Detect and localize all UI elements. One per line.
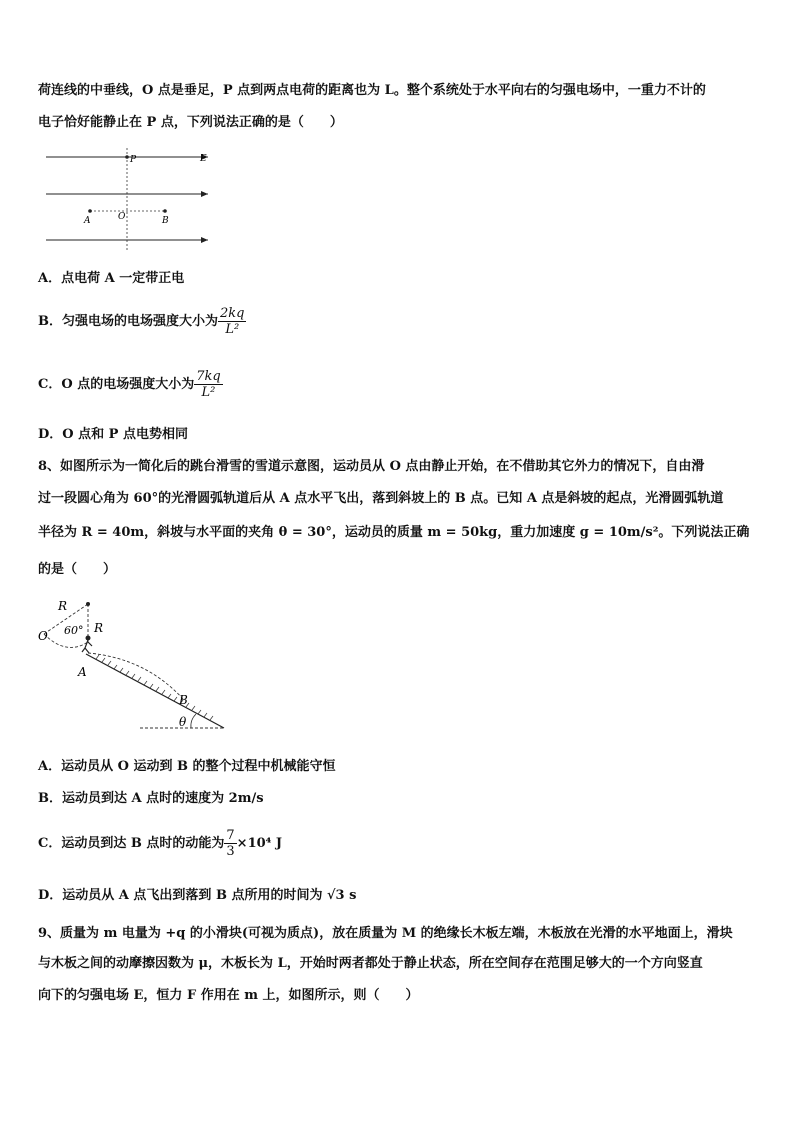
arc-center xyxy=(86,602,90,606)
label-p: P xyxy=(130,155,137,165)
q7-option-a: A．点电荷 A 一定带正电 xyxy=(38,271,185,286)
label-theta: θ xyxy=(179,715,187,729)
q8-option-c-suffix: ×10⁴ J xyxy=(236,836,283,851)
fraction-numerator: 7kq xyxy=(196,369,221,384)
theta-arc xyxy=(191,714,196,728)
q8-option-c-fraction xyxy=(224,828,236,859)
skier-body xyxy=(82,640,92,653)
q7-stem-line-2: 电子恰好能静止在 P 点，下列说法正确的是（ ） xyxy=(38,115,343,130)
label-o: O xyxy=(38,629,48,643)
q7-option-c-text: C．O 点的电场强度大小为 xyxy=(38,377,195,392)
q9-stem-line-1: 9、质量为 m 电量为 +q 的小滑块(可视为质点)，放在质量为 M 的绝缘长木板左端，木板放在光滑的水平地面上，滑块 xyxy=(38,926,733,941)
q7-option-c-fraction xyxy=(194,369,222,400)
fraction-numerator: 2kq xyxy=(220,306,245,321)
q7-option-d: D．O 点和 P 点电势相同 xyxy=(38,427,188,442)
label-o: O xyxy=(118,212,126,222)
q8-stem-line-2: 过一段圆心角为 60°的光滑圆弧轨道后从 A 点水平飞出，落到斜坡上的 B 点。已知 A 点是斜坡的起点，光滑圆弧轨道 xyxy=(38,491,724,506)
q8-option-c-text: C．运动员到达 B 点时的动能为 xyxy=(38,836,225,851)
q7-stem-line-1: 荷连线的中垂线，O 点是垂足，P 点到两点电荷的距离也为 L。整个系统处于水平向右的匀强电场中，一重力不计的 xyxy=(38,83,706,98)
label-e: E xyxy=(200,154,207,164)
q8-option-b: B．运动员到达 A 点时的速度为 2m/s xyxy=(38,791,264,806)
label-r1: R xyxy=(58,599,68,613)
label-b: B xyxy=(179,693,188,707)
fraction-denominator: L² xyxy=(225,322,240,337)
q7-field-figure xyxy=(40,142,220,254)
q8-ski-jump-figure xyxy=(36,596,236,734)
trajectory xyxy=(88,653,184,700)
q8-stem-line-1: 8、如图所示为一简化后的跳台滑雪的雪道示意图，运动员从 O 点由静止开始，在不借助其它外力的情况下，自由滑 xyxy=(38,459,705,474)
charge-a xyxy=(88,209,92,213)
slope-line xyxy=(86,654,224,728)
label-angle: 60° xyxy=(64,624,84,637)
fraction-denominator: L² xyxy=(201,385,216,400)
charge-b xyxy=(163,209,167,213)
point-p xyxy=(125,155,129,159)
label-r2: R xyxy=(94,621,104,635)
q9-stem-line-3: 向下的匀强电场 E，恒力 F 作用在 m 上，如图所示，则（ ） xyxy=(38,988,419,1003)
q8-stem-line-4: 的是（ ） xyxy=(38,562,117,577)
label-b: B xyxy=(162,216,169,226)
fraction-numerator: 7 xyxy=(226,828,235,843)
q7-option-b-text: B．匀强电场的电场强度大小为 xyxy=(38,314,218,329)
skier-head xyxy=(86,636,91,641)
q8-option-a: A．运动员从 O 运动到 B 的整个过程中机械能守恒 xyxy=(38,759,336,774)
fraction-denominator: 3 xyxy=(226,844,235,859)
q8-option-d: D．运动员从 A 点飞出到落到 B 点所用的时间为 √3 s xyxy=(38,888,357,903)
q7-option-b xyxy=(38,306,246,337)
q8-stem-line-3: 半径为 R = 40m，斜坡与水平面的夹角 θ = 30°，运动员的质量 m = 50kg，重力加速度 g = 10m/s²。下列说法正确 xyxy=(38,525,750,540)
q9-stem-line-2: 与木板之间的动摩擦因数为 μ，木板长为 L，开始时两者都处于静止状态，所在空间存在范围足够大的一个方向竖直 xyxy=(38,956,703,971)
q7-option-b-fraction xyxy=(218,306,246,337)
label-a: A xyxy=(84,216,91,226)
label-a: A xyxy=(78,665,87,679)
slope-hatching xyxy=(96,655,213,720)
q7-option-c xyxy=(38,369,223,400)
q8-option-c xyxy=(38,828,282,859)
